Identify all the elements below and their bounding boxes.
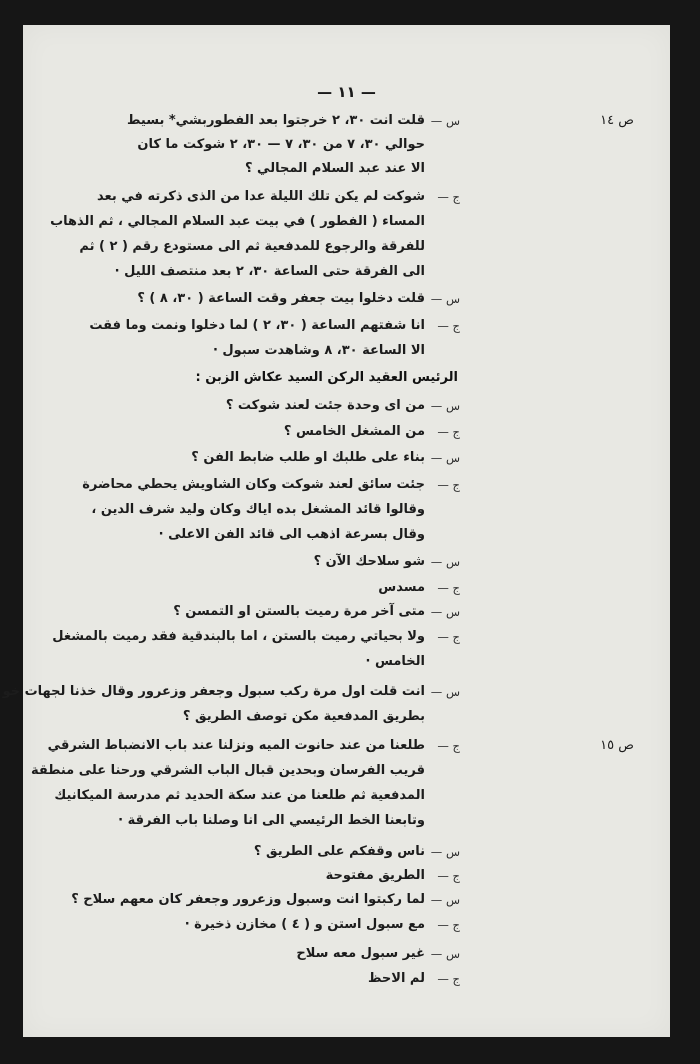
a-mark: ج — — [437, 581, 460, 595]
text-line: انا شفتهم الساعة ( ٣٠، ٢ ) لما دخلوا ونمت وما فقت — [89, 318, 425, 333]
q-mark: س — — [430, 685, 460, 699]
q-mark: س — — [430, 845, 460, 859]
text-line: وقال بسرعة اذهب الى قائد الفن الاعلى · — [158, 527, 425, 542]
text-line: شو سلاحك الآن ؟ — [313, 554, 425, 569]
text-line: قريب الفرسان وبحدين قبال الباب الشرقي ورحنا على منطقة — [30, 763, 425, 778]
a-mark: ج — — [437, 869, 460, 883]
text-line: الا عند عبد السلام المجالي ؟ — [244, 161, 425, 176]
text-line: للفرقة والرجوع للمدفعية ثم الى مستودع رقم ( ٢ ) ثم — [79, 239, 425, 254]
q-mark: س — — [430, 114, 460, 128]
text-line: حوالي ٣٠، ٧ من ٣٠، ٧ — ٣٠، ٢ شوكت ما كان — [137, 137, 425, 152]
q-mark: س — — [430, 399, 460, 413]
a-mark: ج — — [437, 190, 460, 204]
speaker-heading: الرئيس العقيد الركن السيد عكاش الزبن : — [195, 370, 458, 385]
text-line: ناس وقفكم على الطريق ؟ — [253, 844, 425, 859]
a-mark: ج — — [437, 972, 460, 986]
text-line: بناء على طلبك او طلب ضابط الفن ؟ — [191, 450, 425, 465]
a-mark: ج — — [437, 319, 460, 333]
text-line: طلعنا من عند حانوت الميه ونزلنا عند باب الانضباط الشرقي — [47, 738, 425, 753]
a-mark: ج — — [437, 478, 460, 492]
text-line: مسدس — [378, 580, 425, 595]
text-line: غير سبول معه سلاح — [296, 946, 425, 961]
text-line: لما ركبتوا انت وسبول وزعرور وجعفر كان معهم سلاح ؟ — [71, 892, 425, 907]
margin-label-p15: ص ١٥ — [600, 738, 634, 753]
margin-label-p14: ص ١٤ — [600, 113, 634, 128]
text-line: من المشغل الخامس ؟ — [283, 424, 425, 439]
document-page — [2, 25, 670, 1037]
text-line: انت قلت اول مرة ركب سبول وجعفر وزعرور وقال خذنا لجهات خو — [2, 684, 425, 699]
text-line: قلت دخلوا بيت جعفر وقت الساعة ( ٣٠، ٨ ) ؟ — [137, 291, 425, 306]
text-line: المساء ( الفطور ) في بيت عبد السلام المجالي ، ثم الذهاب — [50, 214, 425, 229]
a-mark: ج — — [437, 425, 460, 439]
text-line: الطريق مفتوحة — [325, 868, 425, 883]
text-line: مع سبول استن و ( ٤ ) مخازن ذخيرة · — [184, 917, 425, 932]
a-mark: ج — — [437, 739, 460, 753]
a-mark: ج — — [437, 630, 460, 644]
q-mark: س — — [430, 451, 460, 465]
text-line: بطريق المدفعية مكن توصف الطريق ؟ — [182, 709, 425, 724]
text-line: جئت سائق لعند شوكت وكان الشاويش يحطي محاضرة — [82, 477, 425, 492]
text-line: ولا بحياتي رميت بالستن ، اما بالبندقية فقد رميت بالمشغل — [52, 629, 425, 644]
text-line: لم الاحظ — [367, 971, 425, 986]
text-line: الا الساعة ٣٠، ٨ وشاهدت سبول · — [212, 343, 425, 358]
text-line: وقالوا قائد المشغل بده اياك وكان وليد شرف الدين ، — [91, 502, 425, 517]
text-line: الخامس · — [365, 654, 425, 669]
q-mark: س — — [430, 605, 460, 619]
text-line: المدفعية ثم طلعنا من عند سكة الحديد ثم مدرسة الميكانيك — [54, 788, 425, 803]
a-mark: ج — — [437, 918, 460, 932]
text-line: وتابعنا الخط الرئيسي الى انا وصلنا باب الفرقة · — [118, 813, 425, 828]
text-line: قلت انت ٣٠، ٢ خرجتوا بعد الفطوربشي* بسيط — [127, 113, 425, 128]
text-line: شوكت لم يكن تلك الليلة عدا من الذى ذكرته في بعد — [97, 189, 425, 204]
text-line: متى آخر مرة رميت بالستن او التمسن ؟ — [173, 604, 425, 619]
text-line: الى الفرقة حتى الساعة ٣٠، ٢ بعد منتصف الليل · — [114, 264, 425, 279]
text-line: من اى وحدة جئت لعند شوكت ؟ — [225, 398, 425, 413]
page-number: — ١١ — — [317, 83, 376, 101]
q-mark: س — — [430, 893, 460, 907]
q-mark: س — — [430, 947, 460, 961]
q-mark: س — — [430, 555, 460, 569]
q-mark: س — — [430, 292, 460, 306]
